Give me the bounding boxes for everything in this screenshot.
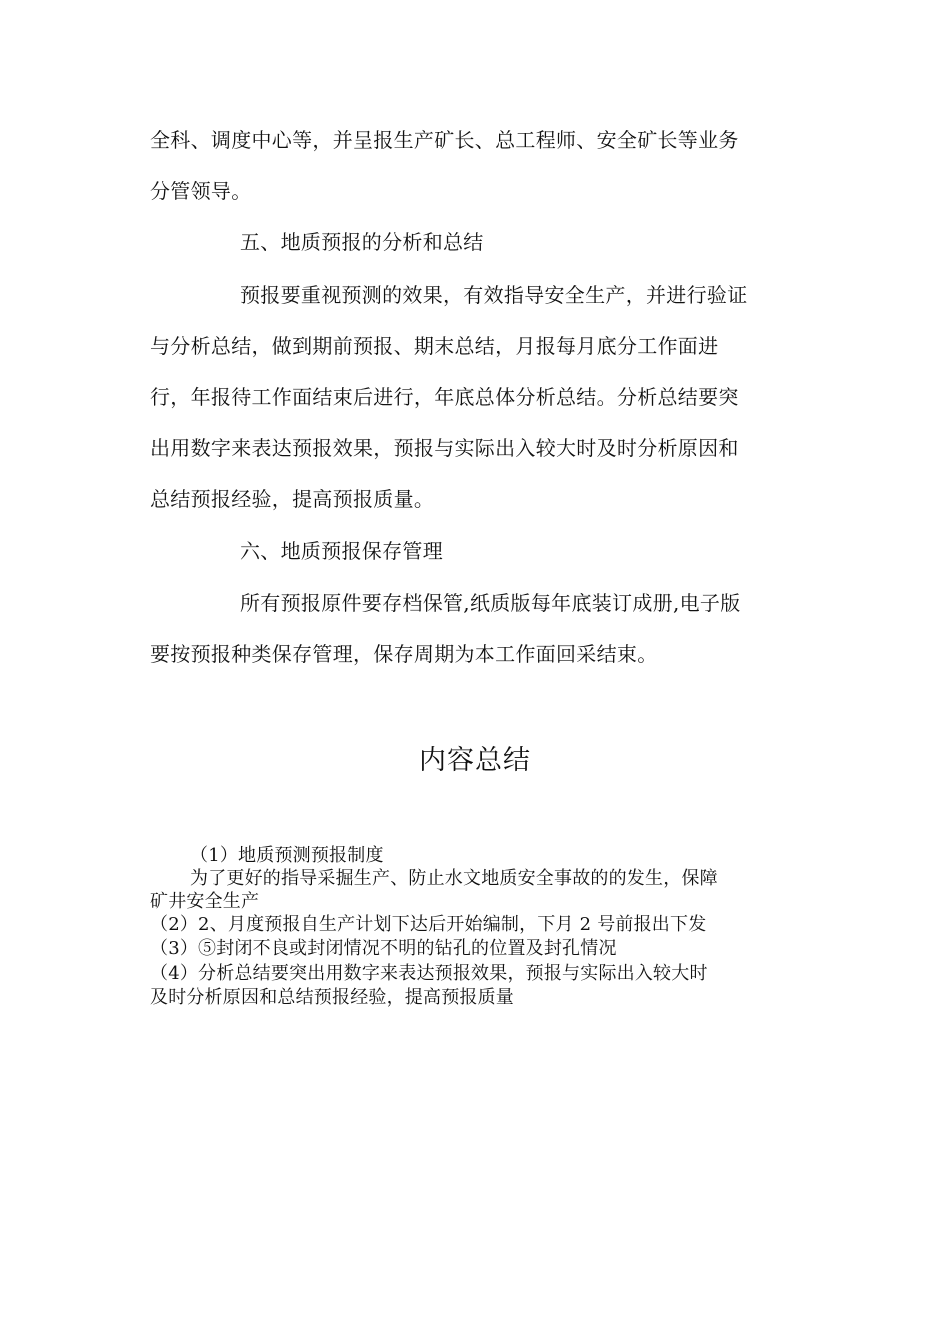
body-line-8: 总结预报经验，提高预报质量。	[150, 487, 435, 511]
body-line-4: 预报要重视预测的效果，有效指导安全生产，并进行验证	[240, 283, 748, 307]
body-line-7: 出用数字来表达预报效果，预报与实际出入较大时及时分析原因和	[150, 436, 739, 460]
body-line-2: 分管领导。	[150, 179, 252, 203]
body-line-1: 全科、调度中心等，并呈报生产矿长、总工程师、安全矿长等业务	[150, 128, 739, 152]
section-heading-6: 六、地质预报保存管理	[240, 539, 443, 563]
body-line-10: 所有预报原件要存档保管,纸质版每年底装订成册,电子版	[240, 591, 741, 615]
summary-line-6: （4）分析总结要突出用数字来表达预报效果，预报与实际出入较大时	[150, 963, 708, 984]
summary-line-7: 及时分析原因和总结预报经验，提高预报质量	[150, 987, 514, 1008]
summary-line-3: 矿井安全生产	[150, 891, 260, 912]
body-line-6: 行，年报待工作面结束后进行，年底总体分析总结。分析总结要突	[150, 385, 739, 409]
body-line-5: 与分析总结，做到期前预报、期末总结，月报每月底分工作面进	[150, 334, 719, 358]
section-heading-5: 五、地质预报的分析和总结	[240, 230, 484, 254]
summary-title: 内容总结	[419, 745, 531, 776]
summary-line-2: 为了更好的指导采掘生产、防止水文地质安全事故的的发生，保障	[190, 868, 718, 889]
summary-line-1: （1）地质预测预报制度	[190, 845, 384, 866]
body-line-11: 要按预报种类保存管理，保存周期为本工作面回采结束。	[150, 642, 658, 666]
summary-line-5: （3）⑤封闭不良或封闭情况不明的钻孔的位置及封孔情况	[150, 938, 617, 959]
summary-line-4: （2）2、月度预报自生产计划下达后开始编制，下月 2 号前报出下发	[150, 914, 707, 935]
